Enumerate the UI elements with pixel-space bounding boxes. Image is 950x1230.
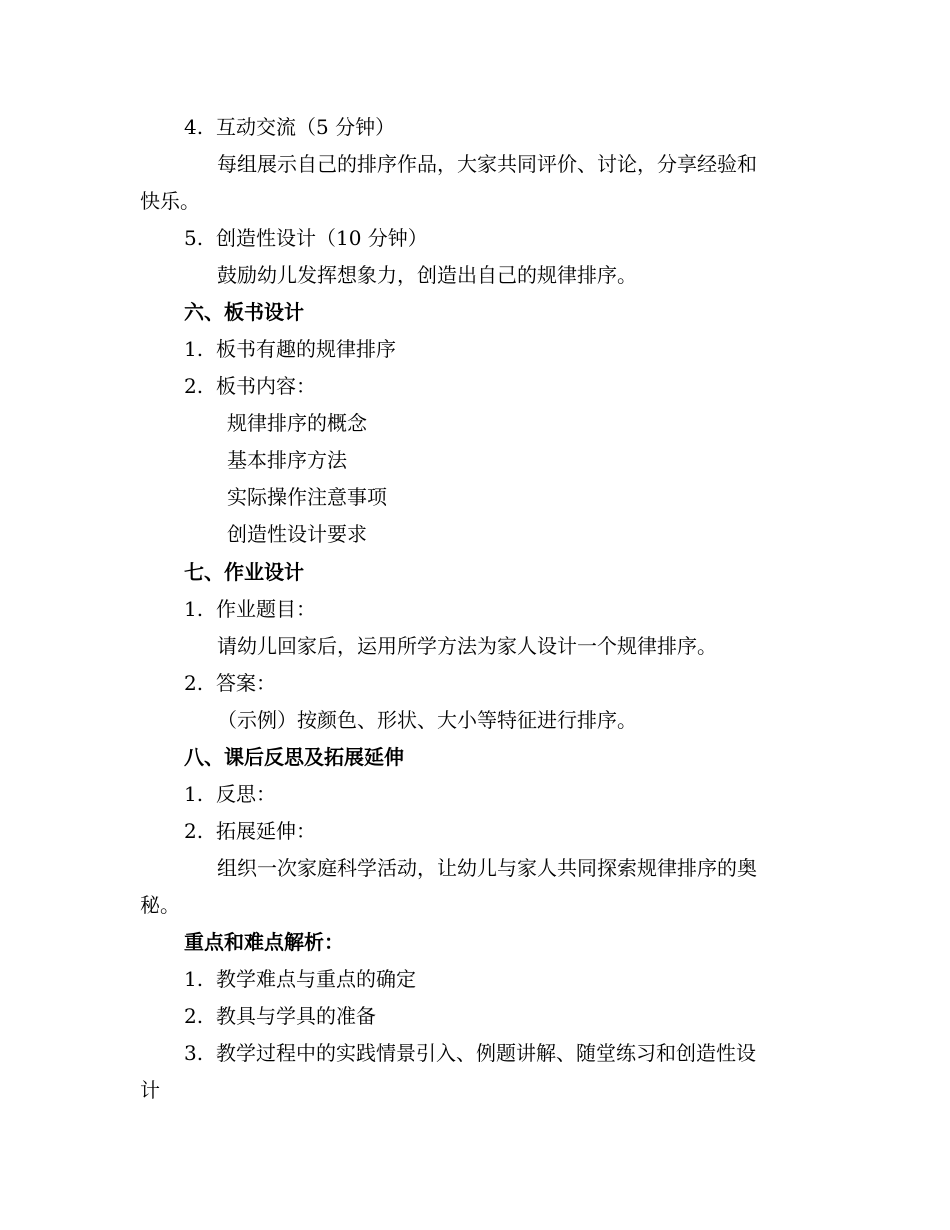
section-heading: 重点和难点解析： <box>184 930 344 954</box>
list-number: 1. <box>184 967 204 991</box>
list-item-4 <box>184 114 395 140</box>
paragraph-line: 组织一次家庭科学活动，让幼儿与家人共同探索规律排序的奥 <box>217 856 757 880</box>
paragraph-line: 每组展示自己的排序作品，大家共同评价、讨论，分享经验和 <box>217 152 757 176</box>
content-item: 规律排序的概念 <box>227 411 367 435</box>
list-item-text: 教学过程中的实践情景引入、例题讲解、随堂练习和创造性设 <box>216 1041 756 1065</box>
list-number: 2. <box>184 671 204 695</box>
paragraph-line: 请幼儿回家后，运用所学方法为家人设计一个规律排序。 <box>217 634 717 658</box>
list-item <box>184 966 416 992</box>
list-number: 1. <box>184 782 204 806</box>
section-heading: 六、板书设计 <box>184 300 304 324</box>
list-item <box>184 1003 376 1029</box>
list-item <box>184 818 316 844</box>
content-item: 实际操作注意事项 <box>227 485 387 509</box>
list-item <box>184 1040 756 1066</box>
list-item-text: 答案： <box>216 671 276 695</box>
section-heading: 八、课后反思及拓展延伸 <box>184 745 404 769</box>
list-item-text: 教学难点与重点的确定 <box>216 967 416 991</box>
list-number: 1. <box>184 337 204 361</box>
list-item-text: 拓展延伸： <box>216 819 316 843</box>
list-number: 2. <box>184 1004 204 1028</box>
section-heading: 七、作业设计 <box>184 560 304 584</box>
list-number: 2. <box>184 374 204 398</box>
paragraph-line: （示例）按颜色、形状、大小等特征进行排序。 <box>217 708 637 732</box>
list-item-text: 板书内容： <box>216 374 316 398</box>
list-item-text: 作业题目： <box>216 597 316 621</box>
content-item: 创造性设计要求 <box>227 522 367 546</box>
list-number: 2. <box>184 819 204 843</box>
list-item <box>184 596 316 622</box>
list-item-text: 教具与学具的准备 <box>216 1004 376 1028</box>
list-number: 3. <box>184 1041 204 1065</box>
list-number: 5. <box>184 226 204 250</box>
list-number: 4. <box>184 115 204 139</box>
list-item-5 <box>184 225 428 251</box>
list-item-text: 反思： <box>216 782 276 806</box>
paragraph-line: 鼓励幼儿发挥想象力，创造出自己的规律排序。 <box>217 263 637 287</box>
list-item <box>184 670 276 696</box>
content-item: 基本排序方法 <box>227 448 347 472</box>
list-item-text: 互动交流（5 分钟） <box>216 115 396 139</box>
list-item-text: 板书有趣的规律排序 <box>216 337 396 361</box>
list-number: 1. <box>184 597 204 621</box>
paragraph-line: 快乐。 <box>140 189 200 213</box>
list-item <box>184 336 396 362</box>
list-item <box>184 373 316 399</box>
list-item <box>184 781 276 807</box>
list-item-text: 创造性设计（10 分钟） <box>216 226 428 250</box>
paragraph-line: 计 <box>140 1078 160 1102</box>
paragraph-line: 秘。 <box>140 893 180 917</box>
